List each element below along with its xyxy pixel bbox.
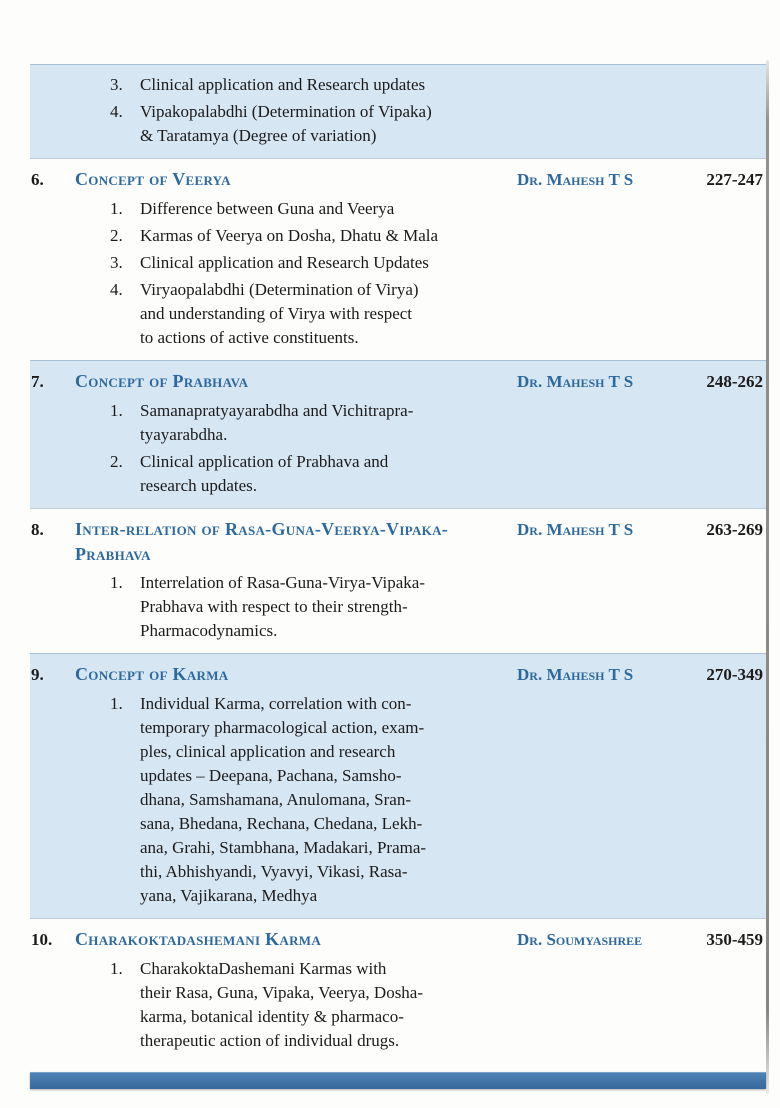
- toc-subitem-line: Prabhava with respect to their strength-: [140, 597, 408, 616]
- toc-section-author: Dr. Soumyashree: [517, 930, 643, 949]
- toc-section-6: [30, 158, 766, 360]
- toc-subitem-text: [140, 197, 766, 221]
- toc-subitem-line: sana, Bhedana, Rechana, Chedana, Lekh-: [140, 814, 423, 833]
- toc-section-number: 6.: [31, 170, 44, 189]
- toc-section-author: Dr. Mahesh T S: [517, 170, 634, 189]
- toc-subitem-line: Viryaopalabdhi (Determination of Virya): [140, 280, 419, 299]
- toc-section-subitems: [30, 399, 766, 498]
- toc-subitem-number: 1.: [110, 694, 123, 713]
- toc-subitem-line: dhana, Samshamana, Anulomana, Sran-: [140, 790, 411, 809]
- toc-subitem-number: 1.: [110, 573, 123, 592]
- toc-subitem-line: Pharmacodynamics.: [140, 621, 278, 640]
- toc-subitem-line: research updates.: [140, 476, 258, 495]
- toc-section-number: 7.: [31, 372, 44, 391]
- toc-section-pages: 263-269: [706, 520, 763, 539]
- toc-section-title: Inter-relation of Rasa-Guna-Veerya-Vipaka-Prabhava: [75, 519, 449, 564]
- toc-subitem-text: [140, 957, 766, 1053]
- toc-subitem-line: Clinical application and Research updates: [140, 75, 426, 94]
- toc-section-head: [30, 517, 766, 567]
- toc-subitem-number: 3.: [110, 75, 123, 94]
- toc-subitem: [30, 450, 766, 498]
- toc-subitem-text: [140, 73, 766, 97]
- toc-section-number: 8.: [31, 520, 44, 539]
- toc-subitem: [30, 571, 766, 643]
- page-edge-shadow: [766, 60, 769, 1094]
- toc-section-10: [30, 918, 766, 1063]
- toc-subitem-number: 4.: [110, 102, 123, 121]
- toc-section-title: Concept of Karma: [75, 664, 229, 684]
- toc-subitem: [30, 957, 766, 1053]
- toc-section-subitems: [30, 957, 766, 1053]
- footer-decorative-bar: [30, 1072, 766, 1089]
- toc-subitem-text: [140, 692, 766, 908]
- toc-subitem-text: [140, 278, 766, 350]
- toc-section-head: [30, 369, 766, 395]
- toc-subitem-line: Difference between Guna and Veerya: [140, 199, 395, 218]
- toc-subitem-number: 3.: [110, 253, 123, 272]
- toc-subitem-line: Clinical application of Prabhava and: [140, 452, 389, 471]
- toc-section-author: Dr. Mahesh T S: [517, 520, 634, 539]
- toc-subitem-text: [140, 100, 766, 148]
- toc-subitem: [30, 692, 766, 908]
- toc-subitem-text: [140, 571, 766, 643]
- toc-section-title: Charakoktadashemani Karma: [75, 929, 322, 949]
- toc-subitem-line: their Rasa, Guna, Vipaka, Veerya, Dosha-: [140, 983, 424, 1002]
- toc-subitem-number: 1.: [110, 199, 123, 218]
- toc-subitem-text: [140, 251, 766, 275]
- toc-section-head: [30, 662, 766, 688]
- toc-subitem-number: 1.: [110, 959, 123, 978]
- toc-subitem-line: Clinical application and Research Updates: [140, 253, 429, 272]
- toc-subitem-line: karma, botanical identity & pharmaco-: [140, 1007, 404, 1026]
- toc-subitem: [30, 73, 766, 97]
- toc-subitem-number: 2.: [110, 226, 123, 245]
- toc-subitem-line: CharakoktaDashemani Karmas with: [140, 959, 387, 978]
- toc-subitem-text: [140, 224, 766, 248]
- toc-section-subitems: [30, 571, 766, 643]
- toc-section-subitems: [30, 692, 766, 908]
- toc-content: [30, 64, 766, 1063]
- toc-subitem-text: [140, 399, 766, 447]
- toc-subitem-line: ana, Grahi, Stambhana, Madakari, Prama-: [140, 838, 427, 857]
- toc-section-number: 9.: [31, 665, 44, 684]
- toc-subitem: [30, 100, 766, 148]
- toc-subitem-line: ples, clinical application and research: [140, 742, 396, 761]
- section-5-continuation: [30, 64, 766, 158]
- toc-subitem: [30, 197, 766, 221]
- toc-section-title: Concept of Veerya: [75, 169, 231, 189]
- toc-section-author: Dr. Mahesh T S: [517, 372, 634, 391]
- toc-subitem: [30, 399, 766, 447]
- toc-section-number: 10.: [31, 930, 53, 949]
- toc-subitem-line: therapeutic action of individual drugs.: [140, 1031, 400, 1050]
- toc-subitem-number: 1.: [110, 401, 123, 420]
- toc-subitem-line: Vipakopalabdhi (Determination of Vipaka): [140, 102, 432, 121]
- toc-subitem-line: & Taratamya (Degree of variation): [140, 126, 377, 145]
- toc-sections: [30, 158, 766, 1063]
- toc-subitem-line: Interrelation of Rasa-Guna-Virya-Vipaka-: [140, 573, 425, 592]
- toc-subitem-number: 2.: [110, 452, 123, 471]
- toc-subitem-line: updates – Deepana, Pachana, Samsho-: [140, 766, 402, 785]
- toc-section-pages: 350-459: [706, 930, 763, 949]
- toc-subitem-line: temporary pharmacological action, exam-: [140, 718, 425, 737]
- toc-subitem-line: Karmas of Veerya on Dosha, Dhatu & Mala: [140, 226, 439, 245]
- toc-subitem-number: 4.: [110, 280, 123, 299]
- toc-section-head: [30, 167, 766, 193]
- toc-section-subitems: [30, 197, 766, 350]
- toc-section-7: [30, 360, 766, 508]
- toc-subitem-line: and understanding of Virya with respect: [140, 304, 413, 323]
- toc-section-author: Dr. Mahesh T S: [517, 665, 634, 684]
- continuation-subitems: [30, 73, 766, 148]
- toc-section-8: [30, 508, 766, 653]
- toc-section-pages: 227-247: [706, 170, 763, 189]
- toc-section-head: [30, 927, 766, 953]
- toc-section-pages: 248-262: [706, 372, 763, 391]
- toc-subitem: [30, 224, 766, 248]
- toc-subitem-line: tyayarabdha.: [140, 425, 228, 444]
- toc-section-9: [30, 653, 766, 918]
- toc-subitem-line: yana, Vajikarana, Medhya: [140, 886, 318, 905]
- toc-section-title: Concept of Prabhava: [75, 371, 249, 391]
- toc-subitem-line: Samanapratyayarabdha and Vichitrapra-: [140, 401, 414, 420]
- toc-section-pages: 270-349: [706, 665, 763, 684]
- toc-subitem-line: thi, Abhishyandi, Vyavyi, Vikasi, Rasa-: [140, 862, 408, 881]
- toc-subitem-line: to actions of active constituents.: [140, 328, 359, 347]
- toc-subitem: [30, 278, 766, 350]
- toc-subitem-line: Individual Karma, correlation with con-: [140, 694, 412, 713]
- toc-subitem: [30, 251, 766, 275]
- toc-subitem-text: [140, 450, 766, 498]
